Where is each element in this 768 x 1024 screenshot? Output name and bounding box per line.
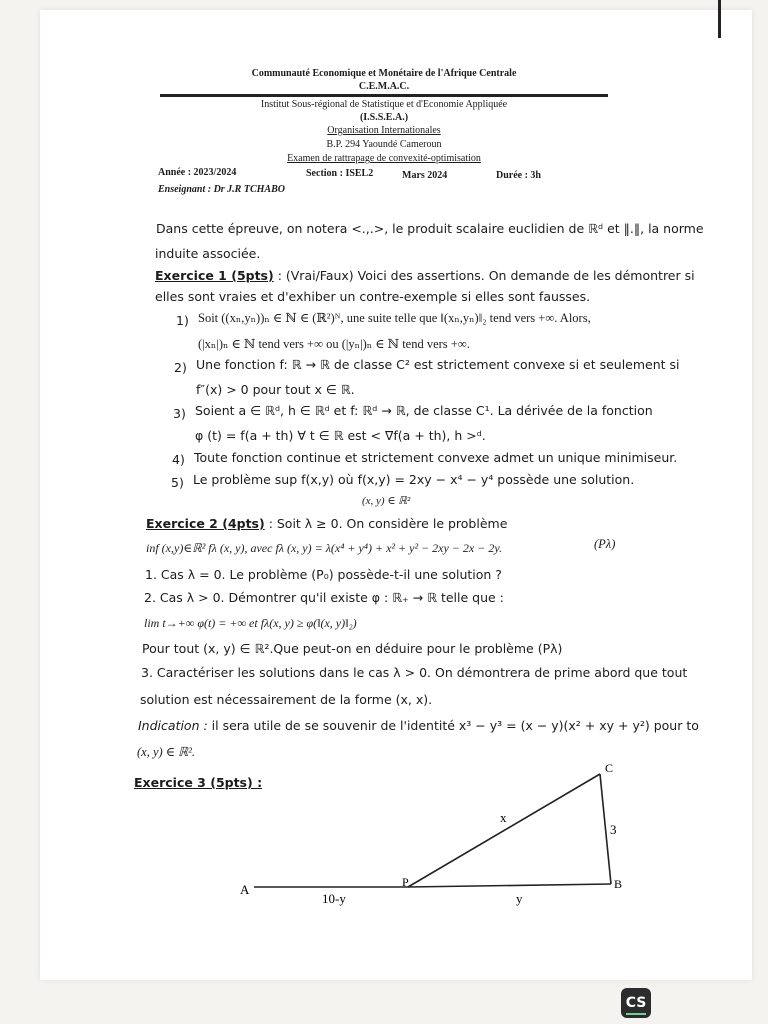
ex1-item-5-subscript: (x, y) ∈ ℝ² [362, 495, 411, 507]
ex2-q1: 1. Cas λ = 0. Le problème (P₀) possède-t-il une solution ? [145, 567, 502, 582]
ex1-title: Exercice 1 (5pts) [155, 268, 274, 283]
segment-PC [408, 774, 600, 887]
ex1-item-1-line-1: Soit ((xₙ,yₙ))ₙ ∈ ℕ ∈ (ℝ²)ᴺ, une suite telle que ‖(xₙ,yₙ)‖₂ tend vers +∞. Alors, [198, 311, 591, 325]
ex2-q2-formula: lim t→+∞ φ(t) = +∞ et fλ(x, y) ≥ φ(‖(x, y)‖₂) [144, 616, 357, 630]
ex2-problem: inf (x,y)∈ℝ² fλ (x, y), avec fλ (x, y) = λ(x⁴ + y⁴) + x² + y² − 2xy − 2x − 2y. [146, 541, 502, 555]
ex1-intro: : (Vrai/Faux) Voici des assertions. On demande de les démontrer si [273, 268, 695, 283]
label-C: C [605, 761, 614, 775]
intro-line-1: Dans cette épreuve, on notera <.,.>, le produit scalaire euclidien de ℝᵈ et ‖.‖, la norme [156, 221, 704, 236]
label-10-y: 10-y [322, 891, 346, 906]
meta-section: Section : ISEL2 [306, 168, 374, 179]
label-y: y [516, 891, 523, 906]
meta-year: Année : 2023/2024 [158, 167, 237, 178]
ex1-item-5-num: 5) [171, 475, 184, 490]
ex2-q3-line-1: 3. Caractériser les solutions dans le cas λ > 0. On démontrera de prime abord que tout [141, 665, 688, 680]
org-line-1: Communauté Economique et Monétaire de l'Afrique Centrale [251, 68, 517, 79]
address: B.P. 294 Yaoundé Cameroun [326, 139, 442, 150]
ex2-indication-text: il sera utile de se souvenir de l'identité x³ − y³ = (x − y)(x² + xy + y²) pour to [207, 718, 699, 733]
org-type: Organisation Internationales [327, 125, 441, 136]
ex1-item-4-line-1: Toute fonction continue et strictement convexe admet un unique minimiseur. [194, 450, 678, 465]
label-B: B [614, 877, 623, 891]
ex2-title: Exercice 2 (4pts) [146, 516, 265, 531]
ex2-indication-line-2: (x, y) ∈ ℝ². [137, 745, 195, 759]
ex2-intro: : Soit λ ≥ 0. On considère le problème [264, 516, 508, 531]
ex2-indication-label: Indication : [138, 718, 208, 733]
ex1-item-2-line-2: f″(x) > 0 pour tout x ∈ ℝ. [196, 382, 355, 397]
ex1-item-3-num: 3) [173, 406, 186, 421]
ex2-q2-followup: Pour tout (x, y) ∈ ℝ².Que peut-on en déduire pour le problème (Pλ) [142, 641, 563, 656]
meta-date: Mars 2024 [402, 170, 448, 181]
ex1-item-3-line-2: φ (t) = f(a + th) ∀ t ∈ ℝ est < ∇f(a + th), h >ᵈ. [195, 428, 486, 443]
meta-duration: Durée : 3h [496, 170, 541, 181]
ex1-item-4-num: 4) [172, 452, 185, 467]
ex2-problem-label: (Pλ) [594, 537, 616, 551]
ex2-q3-line-2: solution est nécessairement de la forme (x, x). [140, 692, 433, 707]
ex1-intro-2: elles sont vraies et d'exhiber un contre-exemple si elles sont fausses. [155, 289, 591, 304]
label-x: x [500, 810, 507, 825]
label-3: 3 [610, 822, 617, 837]
ex1-item-1-num: 1) [176, 313, 189, 328]
meta-teacher: Enseignant : Dr J.R TCHABO [158, 184, 285, 195]
ex1-item-3-line-1: Soient a ∈ ℝᵈ, h ∈ ℝᵈ et f: ℝᵈ → ℝ, de classe C¹. La dérivée de la fonction [195, 403, 653, 418]
ex1-item-5-line-1: Le problème sup f(x,y) où f(x,y) = 2xy − x⁴ − y⁴ possède une solution. [193, 472, 635, 487]
segment-PB [408, 884, 611, 887]
org-line-2: C.E.M.A.C. [358, 81, 410, 92]
label-P: P [402, 875, 409, 889]
label-A: A [240, 882, 250, 897]
institute-name: Institut Sous-régional de Statistique et d'Economie Appliquée [260, 99, 508, 110]
ex1-item-2-num: 2) [174, 360, 187, 375]
ex2-q2: 2. Cas λ > 0. Démontrer qu'il existe φ : ℝ₊ → ℝ telle que : [144, 590, 504, 605]
intro-line-2: induite associée. [155, 246, 261, 261]
ex1-item-2-line-1: Une fonction f: ℝ → ℝ de classe C² est strictement convexe si et seulement si [196, 357, 680, 372]
ex3-title: Exercice 3 (5pts) : [134, 775, 263, 790]
exam-title: Examen de rattrapage de convexité-optimisation [287, 153, 481, 164]
camscanner-logo: CS [621, 988, 651, 1018]
institute-acronym: (I.S.S.E.A.) [359, 112, 409, 123]
ex1-item-1-line-2: (|xₙ|)ₙ ∈ ℕ tend vers +∞ ou (|yₙ|)ₙ ∈ ℕ tend vers +∞. [198, 337, 470, 351]
